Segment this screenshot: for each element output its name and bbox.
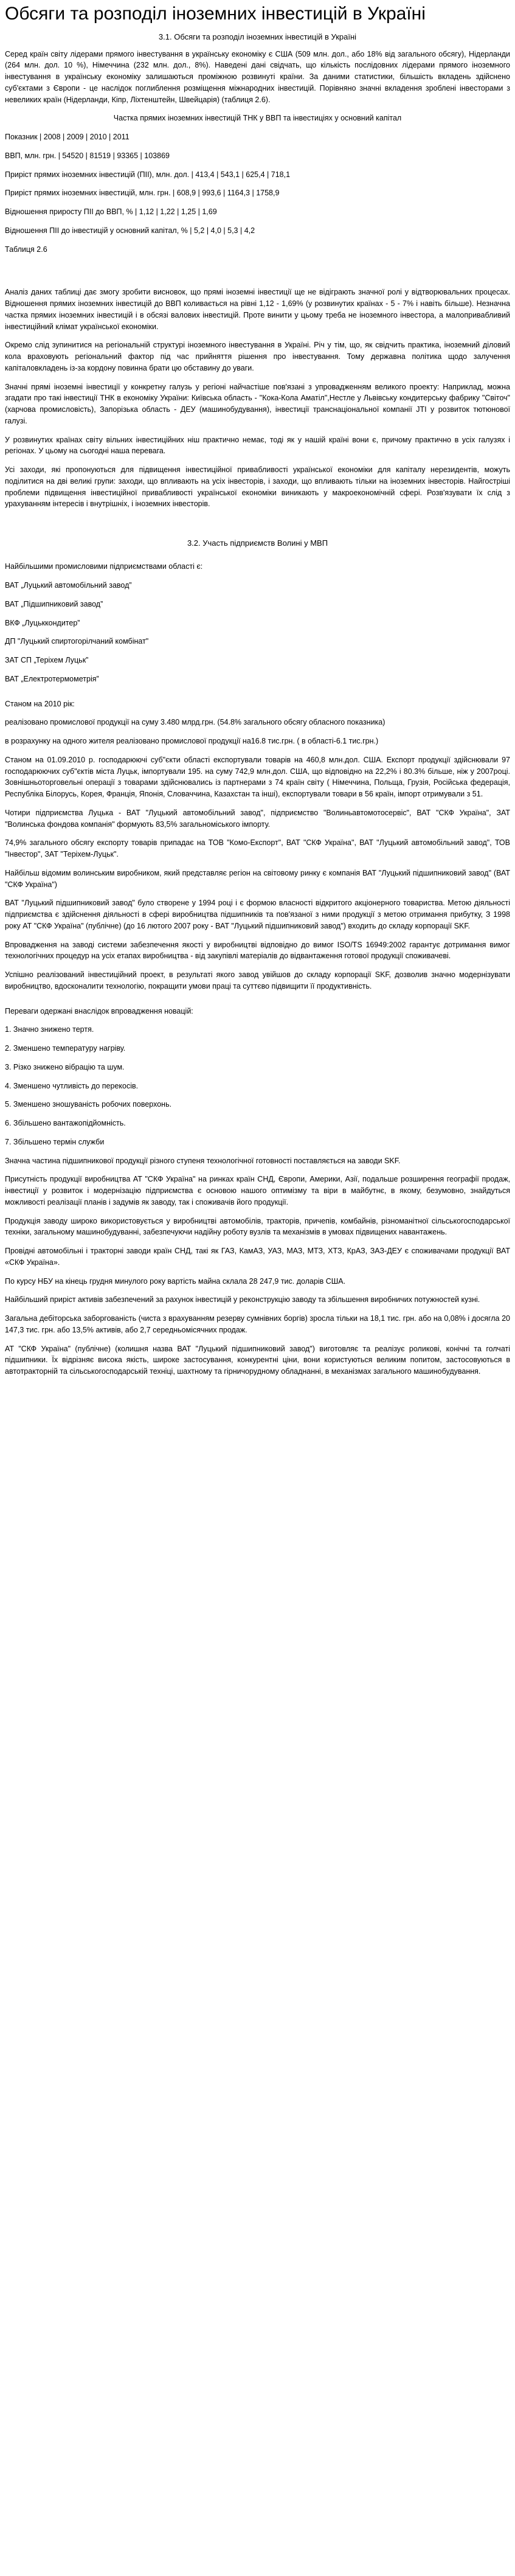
list-item: ВАТ „Підшипниковий завод”: [5, 599, 103, 608]
paragraph-plants: Провідні автомобільні і тракторні заводи країн СНД, такі як ГАЗ, КамАЗ, УАЗ, МАЗ, МТЗ, ХТЗ, КрАЗ, ЗАЗ-ДЕУ є споживачами продукції ВАТ «СКФ Україна».: [5, 1247, 510, 1267]
enterprise-list: [5, 580, 510, 685]
paragraph-bearing-known: Найбільш відомим волинським виробником, який представляє регіон на світовому ринку є компанія ВАТ "Луцький підшипниковий завод" (ВАТ "СКФ Україна"): [5, 868, 510, 889]
section-2-body: [5, 555, 510, 1377]
paragraph-presence: Присутність продукції виробництва АТ "СКФ Україна" на ринках країн СНД, Європи, Америки, Азії, подальше розширення географії продаж, інвестиції у розвиток і модернізацію підприємства є основою нашого оптимізму та віри в майбутнє, в якому, безумовно, знайдуться можливості реалізації планів і задумів як заводу, так і споживачів його продукції.: [5, 1175, 510, 1206]
table-row: ВВП, млн. грн. | 54520 | 81519 | 93365 | 103869: [5, 151, 170, 160]
list-item: 6. Збільшено вантажопідйомність.: [5, 1119, 126, 1128]
paragraph-as-of: Станом на 2010 рік:: [5, 699, 75, 708]
paragraph-receivables: Загальна дебіторська заборгованість (чиста з врахуванням резерву сумнівних боргів) зросла тільки на 18,1 тис. грн. або на 0,08% і досягла 20 147,3 тис. грн. або 13,5% активів, або 2,7 середньомісячних продаж.: [5, 1314, 510, 1334]
spacer: [5, 262, 510, 287]
document-page: [0, 2, 515, 1377]
paragraph-results: Переваги одержані внаслідок впровадження новацій:: [5, 1006, 193, 1015]
list-item: ВАТ „Електротермометрія”: [5, 674, 99, 683]
paragraph-final: АТ "СКФ Україна" (публічне) (колишня назва ВАТ "Луцький підшипниковий завод") виготовляє та реалізує роликові, конічні та голчаті підшипники. Їх відрізняє висока якість, широке застосування, конкурентні ціни, вони користуються великим попитом, застосовуються в автотракторній та сільськогосподарській техніці, шахтному та гірничорудному обладнанні, в механізмах загального машинобудування.: [5, 1344, 510, 1376]
spacer: [5, 692, 510, 698]
list-item: 7. Збільшено термін служби: [5, 1137, 105, 1146]
list-item: 4. Зменшено чутливість до перекосів.: [5, 1081, 139, 1090]
spacer: [5, 555, 510, 561]
paragraph-project: Успішно реалізований інвестиційний проект, в результаті якого завод увійшов до складу корпорації SKF, дозволив значно модернізувати виробництво, вдосконалити технологію, покращити умови праці та суттєво підвищити її продуктивність.: [5, 970, 510, 990]
list-item: ЗАТ СП „Теріхем Луцьк”: [5, 656, 89, 665]
advantages-list: [5, 1024, 510, 1147]
paragraph-tnk: Значні прямі іноземні інвестиції у конкретну галузь у регіоні найчастіше пов'язані з упровадженням великого проекту: Наприклад, можна згадати про такі інвестиції ТНК в економіку України: Київська область - "Кока-Кола Аматіл",Нестле у Львівську кондитерську фабрику "Світоч" (харчова промисловість), Запорізька область - ДЕУ (машинобудування), інвестиції транснаціональної компанії JTI у розвиток тютюнової галузі.: [5, 382, 510, 425]
list-item: 5. Зменшено зношуваність робочих поверхонь.: [5, 1100, 172, 1109]
paragraph-share-products: Значна частина підшипникової продукції різного ступеня технологічної готовності поставляється на заводи SKF.: [5, 1156, 401, 1165]
paragraph-measures: Усі заходи, які пропонуються для підвищення інвестиційної привабливості української економіки для капіталу нерезидентів, можуть поділитися на дві великі групи: заходи, що впливають на усіх інвесторів, і заходи, що впливають тільки на іноземних інвесторів. Найгострішi проблеми підвищення інвестиційної привабливості української економіки виникають у макроекономічній сфері. Розв'язувати їх слід з урахуванням інтересів і внутрішніх, і іноземних інвесторів.: [5, 465, 510, 509]
spacer: [5, 517, 510, 532]
paragraph-usage: Продукція заводу широко використовується у виробництві автомобілів, тракторів, причепів, комбайнів, різноманітної сільськогосподарської техніки, загальному машинобудуванні, забезпечуючи надійну роботу вузлів та механізмів в умовах підвищених навантажень.: [5, 1216, 510, 1237]
paragraph-export-share: 74,9% загального обсягу експорту товарів припадає на ТОВ "Комо-Експорт", ВАТ "СКФ Україна", ВАТ "Луцький автомобільний завод", ТОВ "Інвестор", ЗАТ "Теріхем-Луцьк".: [5, 838, 510, 859]
table-row: Показник | 2008 | 2009 | 2010 | 2011: [5, 133, 130, 142]
paragraph-per-capita: в розрахунку на одного жителя реалізовано промислової продукції на16.8 тис.грн. ( в області-6.1 тис.грн.): [5, 737, 379, 746]
table-caption: Частка прямих іноземних інвестицій ТНК у ВВП та інвестиціях у основний капітал: [113, 114, 402, 123]
paragraph-realized: реалізовано промислової продукції на суму 3.480 млрд.грн. (54.8% загального обсягу обласного показника): [5, 718, 385, 727]
list-item: 3. Різко знижено вібрацію та шум.: [5, 1062, 125, 1071]
table-row: Відношення приросту ПІІ до ВВП, % | 1,12 | 1,22 | 1,25 | 1,69: [5, 207, 217, 217]
paragraph-intro: Серед країн світу лідерами прямого інвестування в українську економіку є США (509 млн. дол., або 18% від загального обсягу), Нідерланди (264 млн. дол. 10 %), Німеччина (232 млн. дол., 8%). Наведені дані свідчать, що кількість послідовних лідерами прямого іноземного інвестування в українську економіку залишаються проміжною розвинуті країни. За даними статистики, більшість вкладень здійснено суб'єктами з Європи - це наслідок поглиблення розміщення міжнародних інвестицій. Порівняно значні вкладення зроблені інвесторами з невеликих країн (Нідерланди, Кіпр, Ліхтенштейн, Швейцарія) (таблиця 2.6).: [5, 49, 510, 104]
paragraph-analysis: Аналіз даних таблиці дає змогу зробити висновок, що прямі іноземні інвестиції ще не відіграють значної ролі у відтворювальних процесах. Відношення прямих іноземних інвестицій до ВВП коливається на рівні 1,12 - 1,69% (у розвинутих країнах - 5 - 7% і навіть більше). Незначна частка прямих іноземних інвестицій і в обсязі валових інвестицій. Проте винити у цьому треба не іноземного інвестора, а малопривабливий інвестиційний клімат української економіки.: [5, 288, 510, 331]
paragraph-largest: Найбільшими промисловими підприємствами області є:: [5, 562, 203, 571]
section-1-body: [5, 49, 510, 510]
section-1-heading: 3.1. Обсяги та розподіл іноземних інвестицій в Україні: [158, 32, 357, 41]
paragraph-rate: По курсу НБУ на кінець грудня минулого року вартість майна склала 28 247,9 тис. доларів США.: [5, 1276, 346, 1286]
paragraph-growth: Найбільший приріст активів забезпечений за рахунок інвестицій у реконструкцію заводу та збільшення виробничих потужностей кузні.: [5, 1295, 480, 1304]
list-item: 2. Зменшено температуру нагріву.: [5, 1044, 126, 1053]
spacer: [5, 1000, 510, 1006]
list-item: ВАТ „Луцький автомобільний завод”: [5, 581, 132, 590]
document-title: Обсяги та розподіл іноземних інвестицій в Україні: [5, 4, 426, 24]
paragraph-bearing-history: ВАТ "Луцький підшипниковий завод" було створене у 1994 році і є формою власності відкритого акціонерного товариства. Метою діяльності підприємства є здійснення діяльності в сфері виробництва підшипників та пов'язаної з ними продукції з метою отримання прибутку, З 1998 року АТ "СКФ Україна" (публічне) (до 16 лютого 2007 року - ВАТ "Луцький підшипниковий завод") входить до складу корпорації SKF.: [5, 899, 510, 930]
paragraph-export: Станом на 01.09.2010 р. господарюючі суб"єкти області експортували товарів на 460,8 млн.дол. США. Експорт продукції здійснювали 97 господарюючих суб"єктів міста Луцьк, імпортували 195. на суму 742,9 млн.дол. США, що відповідно на 22,2% і 80.3% більше, ніж у 2007році. Зовнішньоторговельні операції з товарами здійснювались із партнерами з 74 країн світу ( Німеччина, Польща, Грузія, Російська федерація, Республіка Білорусь, Корея, Франція, Японія, Словаччина, Казахстан та інші), експортували товари в 56 країн, імпорт отримували з 51.: [5, 755, 510, 799]
table-row: Відношення ПІІ до інвестицій у основний капітал, % | 5,2 | 4,0 | 5,3 | 4,2: [5, 226, 255, 235]
table-row: Приріст прямих іноземних інвестицій, млн. грн. | 608,9 | 993,6 | 1164,3 | 1758,9: [5, 189, 280, 198]
paragraph-iso: Впровадження на заводі системи забезпечення якості у виробництві відповідно до вимог ISO/TS 16949:2002 гарантує дотримання вимог технологічних процедур на усіх етапах виробництва - від закупівлі матеріалів до відвантаження готової продукції споживачеві.: [5, 940, 510, 961]
section-2-heading: 3.2. Участь підприємств Волині у МВП: [187, 538, 328, 548]
paragraph-four-enterprises: Чотири підприємства Луцька - ВАТ "Луцький автомобільний завод", підприємство "Волиньавтомотосервіс", ВАТ "СКФ Україна", ЗАТ "Волинська фондова компанія" формують 83,5% загальноміського імпорту.: [5, 808, 510, 829]
table-row: Приріст прямих іноземних інвестицій (ПІІ), млн. дол. | 413,4 | 543,1 | 625,4 | 718,1: [5, 170, 291, 179]
list-item: ДП "Луцький спиртогорілчаний комбінат": [5, 637, 149, 646]
paragraph-developed: У розвинутих країнах світу вільних інвестиційних ніш практично немає, тоді як у нашій країні вони є, причому практично в усіх галузях і регіонах. У цьому на сьогодні наша перевага.: [5, 435, 510, 456]
list-item: 1. Значно знижено тертя.: [5, 1025, 94, 1034]
table-label: Таблиця 2.6: [5, 245, 47, 254]
paragraph-region: Окремо слід зупинитися на регіональній структурі іноземного інвестування в Україні. Річ у тім, що, як свідчить практика, іноземний діловий кола враховують регіональний фактор під час прийняття рішення про інвестування. Тому державна політика щодо залучення капіталовкладень із-за кордону повинна брати цю обставину до уваги.: [5, 341, 510, 372]
list-item: ВКФ „Луцьккондитер”: [5, 618, 80, 627]
table-data: [5, 131, 510, 237]
